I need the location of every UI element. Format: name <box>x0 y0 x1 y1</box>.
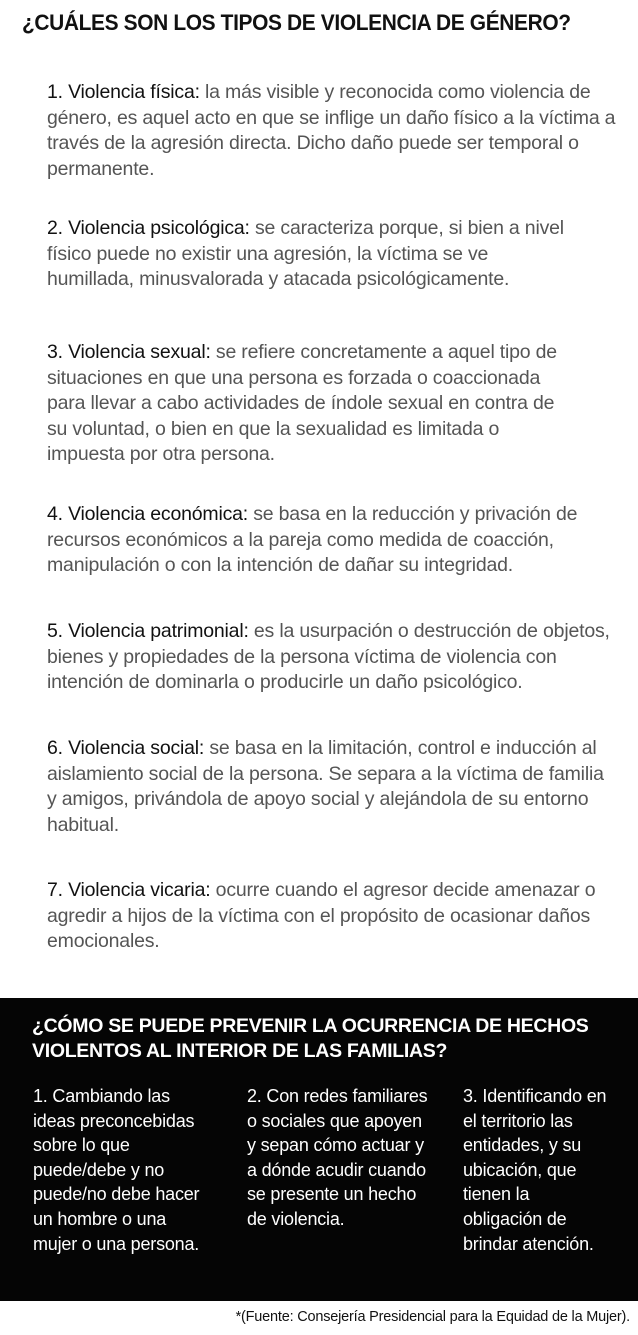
violence-type-description: se basa en la reducción y privación de recursos económicos a la pareja como medida de coacción, manipulación o con la intención de dañar su integridad. <box>47 503 578 576</box>
violence-type-term: 7. Violencia vicaria: <box>47 879 211 901</box>
violence-type-term: 6. Violencia social: <box>47 737 205 759</box>
violence-type-vicarious <box>47 878 617 955</box>
violence-type-description: es la usurpación o destrucción de objetos, bienes y propiedades de la persona víctima de violencia con intención de dominarla o producirle un daño psicológico. <box>47 620 610 693</box>
prevention-item: 2. Con redes familiares o sociales que apoyen y sepan cómo actuar y a dónde acudir cuando se presente un hecho de violencia. <box>247 1086 428 1229</box>
prevention-item: 3. Identificando en el territorio las entidades, y su ubicación, que tienen la obligación de brindar atención. <box>463 1086 607 1254</box>
page-title: ¿CUÁLES SON LOS TIPOS DE VIOLENCIA DE GÉNERO? <box>22 10 571 35</box>
prevention-title: ¿CÓMO SE PUEDE PREVENIR LA OCURRENCIA DE HECHOS VIOLENTOS AL INTERIOR DE LAS FAMILIAS? <box>32 1015 589 1062</box>
violence-type-term: 5. Violencia patrimonial: <box>47 620 249 642</box>
violence-type-physical <box>47 80 617 182</box>
violence-type-sexual <box>47 340 567 468</box>
violence-type-term: 4. Violencia económica: <box>47 503 248 525</box>
violence-type-term: 3. Violencia sexual: <box>47 341 211 363</box>
violence-type-patrimonial <box>47 619 617 696</box>
violence-type-economic <box>47 502 617 579</box>
prevention-panel <box>0 998 638 1301</box>
violence-type-description: ocurre cuando el agresor decide amenazar o agredir a hijos de la víctima con el propósito de ocasionar daños emocionales. <box>47 879 596 952</box>
violence-type-description: se caracteriza porque, si bien a nivel físico puede no existir una agresión, la víctima se ve humillada, minusvalorada y atacada psicológicamente. <box>47 217 564 290</box>
source-note: *(Fuente: Consejería Presidencial para la Equidad de la Mujer). <box>235 1309 630 1325</box>
violence-type-description: la más visible y reconocida como violencia de género, es aquel acto en que se inflige un daño físico a la víctima a través de la agresión directa. Dicho daño puede ser temporal o permanente. <box>47 81 616 180</box>
violence-type-term: 1. Violencia física: <box>47 81 200 103</box>
violence-type-description: se basa en la limitación, control e inducción al aislamiento social de la persona. Se separa a la víctima de familia y amigos, privándola de apoyo social y alejándola de su entorno habitual. <box>47 737 604 836</box>
violence-type-description: se refiere concretamente a aquel tipo de situaciones en que una persona es forzada o coaccionada para llevar a cabo actividades de índole sexual en contra de su voluntad, o bien en que la sexualidad es limitada o impuesta por otra persona. <box>47 341 557 465</box>
violence-type-social <box>47 736 617 838</box>
violence-type-term: 2. Violencia psicológica: <box>47 217 250 239</box>
violence-type-psychological <box>47 216 567 293</box>
prevention-item: 1. Cambiando las ideas preconcebidas sobre lo que puede/debe y no puede/no debe hacer un hombre o una mujer o una persona. <box>33 1086 200 1254</box>
